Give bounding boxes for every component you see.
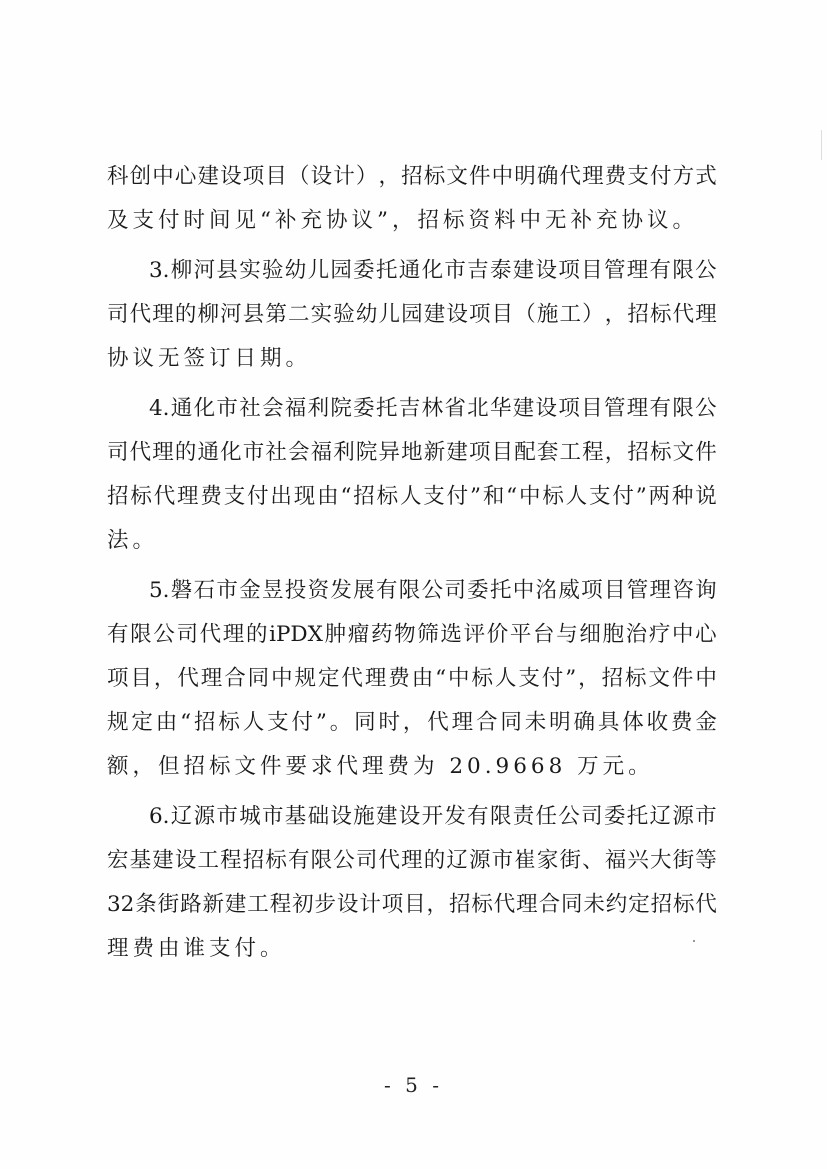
text-line: 科 创 中 心 建 设 项 目 （ 设 计 ） ， 招 标 文 件 中 明 确 代 理 费 支 付 方 式	[107, 164, 717, 189]
text-line: 6. 辽 源 市 城 市 基 础 设 施 建 设 开 发 有 限 责 任 公 司 委 托 辽 源 市	[149, 804, 717, 829]
text-line: 4. 通 化 市 社 会 福 利 院 委 托 吉 林 省 北 华 建 设 项 目 管 理 有 限 公	[149, 396, 717, 421]
paragraph-item-3	[107, 249, 717, 381]
text-line: 招 标 代 理 费 支 付 出 现 由 “ 招 标 人 支 付 ” 和 “ 中 标 人 支 付 ” 两 种 说	[107, 484, 717, 509]
document-body	[107, 155, 717, 971]
text-line: 5. 磐 石 市 金 昱 投 资 发 展 有 限 公 司 委 托 中 洺 威 项 目 管 理 咨 询	[149, 578, 717, 603]
paragraph-item-4	[107, 387, 717, 563]
text-line: 法。	[107, 528, 159, 553]
text-line: 项 目 ， 代 理 合 同 中 规 定 代 理 费 由 “ 中 标 人 支 付 ” ， 招 标 文 件 中	[107, 666, 717, 691]
text-line: 规 定 由 “ 招 标 人 支 付 ” 。 同 时 ， 代 理 合 同 未 明 确 具 体 收 费 金	[107, 710, 717, 735]
scan-edge-mark	[821, 130, 822, 160]
paragraph-item-6	[107, 795, 717, 971]
paragraph-item-5	[107, 569, 717, 789]
scan-speck	[693, 940, 695, 942]
text-line: 有 限 公 司 代 理 的 iPDX 肿 瘤 药 物 筛 选 评 价 平 台 与 细 胞 治 疗 中 心	[107, 622, 717, 647]
text-line: 3. 柳 河 县 实 验 幼 儿 园 委 托 通 化 市 吉 泰 建 设 项 目 管 理 有 限 公	[149, 258, 717, 283]
text-line: 宏 基 建 设 工 程 招 标 有 限 公 司 代 理 的 辽 源 市 崔 家 街 、 福 兴 大 街 等	[107, 848, 717, 873]
text-line: 协议无签订日期。	[107, 346, 312, 371]
text-line: 及支付时间见“补充协议”，招标资料中无补充协议。	[107, 208, 698, 233]
text-line: 司 代 理 的 通 化 市 社 会 福 利 院 异 地 新 建 项 目 配 套 工 程 ， 招 标 文 件	[107, 440, 717, 465]
paragraph-continuation	[107, 155, 717, 243]
text-line: 司 代 理 的 柳 河 县 第 二 实 验 幼 儿 园 建 设 项 目 （ 施 工 ） ， 招 标 代 理	[107, 302, 717, 327]
text-line: 32 条 街 路 新 建 工 程 初 步 设 计 项 目 ， 招 标 代 理 合 同 未 约 定 招 标 代	[107, 892, 717, 917]
text-line: 额，但招标文件要求代理费为 20.9668 万元。	[107, 754, 654, 779]
page-number: - 5 -	[384, 1073, 443, 1097]
text-line: 理费由谁支付。	[107, 936, 286, 961]
